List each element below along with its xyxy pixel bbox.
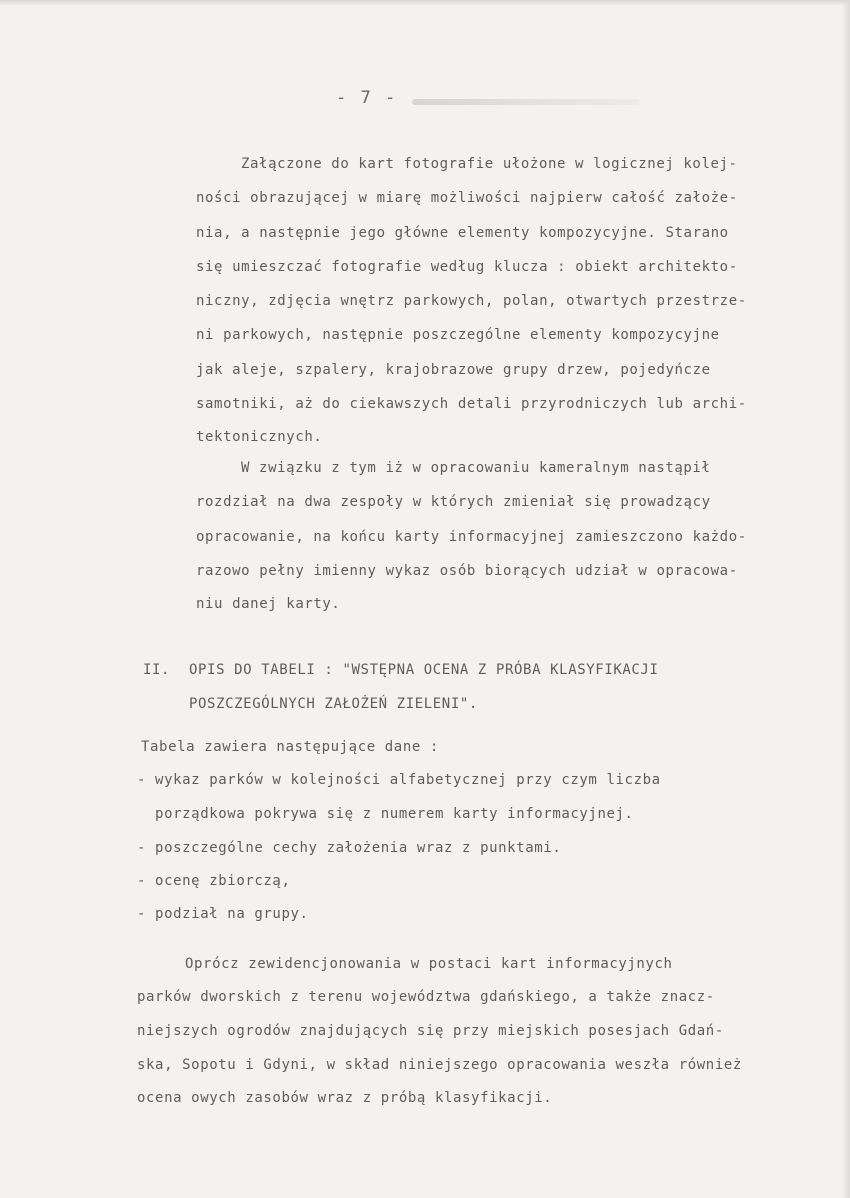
paragraph-3-line: niejszych ogrodów znajdujących się przy miejskich posesjach Gdań- xyxy=(137,1023,724,1039)
paragraph-1-line: niczny, zdjęcia wnętrz parkowych, polan, otwartych przestrze- xyxy=(196,293,747,309)
list-item: porządkowa pokrywa się z numerem karty informacyjnej. xyxy=(137,806,634,822)
list-item: - poszczególne cechy założenia wraz z punktami. xyxy=(137,840,562,856)
section-title-line: POSZCZEGÓLNYCH ZAŁOŻEŃ ZIELENI". xyxy=(189,696,478,712)
scan-smudge xyxy=(412,99,640,105)
paragraph-2-line: W związku z tym iż w opracowaniu kameralnym nastąpił xyxy=(241,460,711,476)
section-number: II. xyxy=(143,662,171,678)
paragraph-2-line: niu danej karty. xyxy=(196,596,341,612)
paragraph-1-line: samotniki, aż do ciekawszych detali przyrodniczych lub archi- xyxy=(196,396,747,412)
paragraph-2-line: razowo pełny imienny wykaz osób biorących udział w opracowa- xyxy=(196,563,738,579)
paragraph-1-line: tektonicznych. xyxy=(196,429,323,445)
paragraph-3-line: parków dworskich z terenu województwa gdańskiego, a także znacz- xyxy=(137,989,715,1005)
table-intro: Tabela zawiera następujące dane : xyxy=(141,739,439,755)
paragraph-1-line: nia, a następnie jego główne elementy kompozycyjne. Starano xyxy=(196,225,729,241)
paragraph-3-line: ocena owych zasobów wraz z próbą klasyfikacji. xyxy=(137,1090,553,1106)
list-item: - ocenę zbiorczą, xyxy=(137,873,291,889)
paragraph-2-line: opracowanie, na końcu karty informacyjnej zamieszczono każdo- xyxy=(196,529,747,545)
list-item: - wykaz parków w kolejności alfabetycznej przy czym liczba xyxy=(137,772,661,788)
scan-edge-top xyxy=(0,0,850,6)
paragraph-2-line: rozdział na dwa zespoły w których zmieniał się prowadzący xyxy=(196,494,711,510)
paragraph-3-line: ska, Sopotu i Gdyni, w skład niniejszego opracowania weszła również xyxy=(137,1057,742,1073)
section-title-line: OPIS DO TABELI : "WSTĘPNA OCENA Z PRÓBA KLASYFIKACJI xyxy=(189,662,659,678)
paragraph-3-line: Oprócz zewidencjonowania w postaci kart informacyjnych xyxy=(185,956,673,972)
paragraph-1-line: jak aleje, szpalery, krajobrazowe grupy drzew, pojedyńcze xyxy=(196,362,711,378)
list-item: - podział na grupy. xyxy=(137,906,309,922)
page-number: - 7 - xyxy=(336,88,398,108)
scan-edge-right xyxy=(842,0,850,1198)
paragraph-1-line: ni parkowych, następnie poszczególne elementy kompozycyjne xyxy=(196,327,720,343)
paragraph-1-line: Załączone do kart fotografie ułożone w logicznej kolej- xyxy=(241,156,738,172)
paragraph-1-line: się umieszczać fotografie według klucza : obiekt architekto- xyxy=(196,259,738,275)
paragraph-1-line: ności obrazującej w miarę możliwości najpierw całość założe- xyxy=(196,190,738,206)
